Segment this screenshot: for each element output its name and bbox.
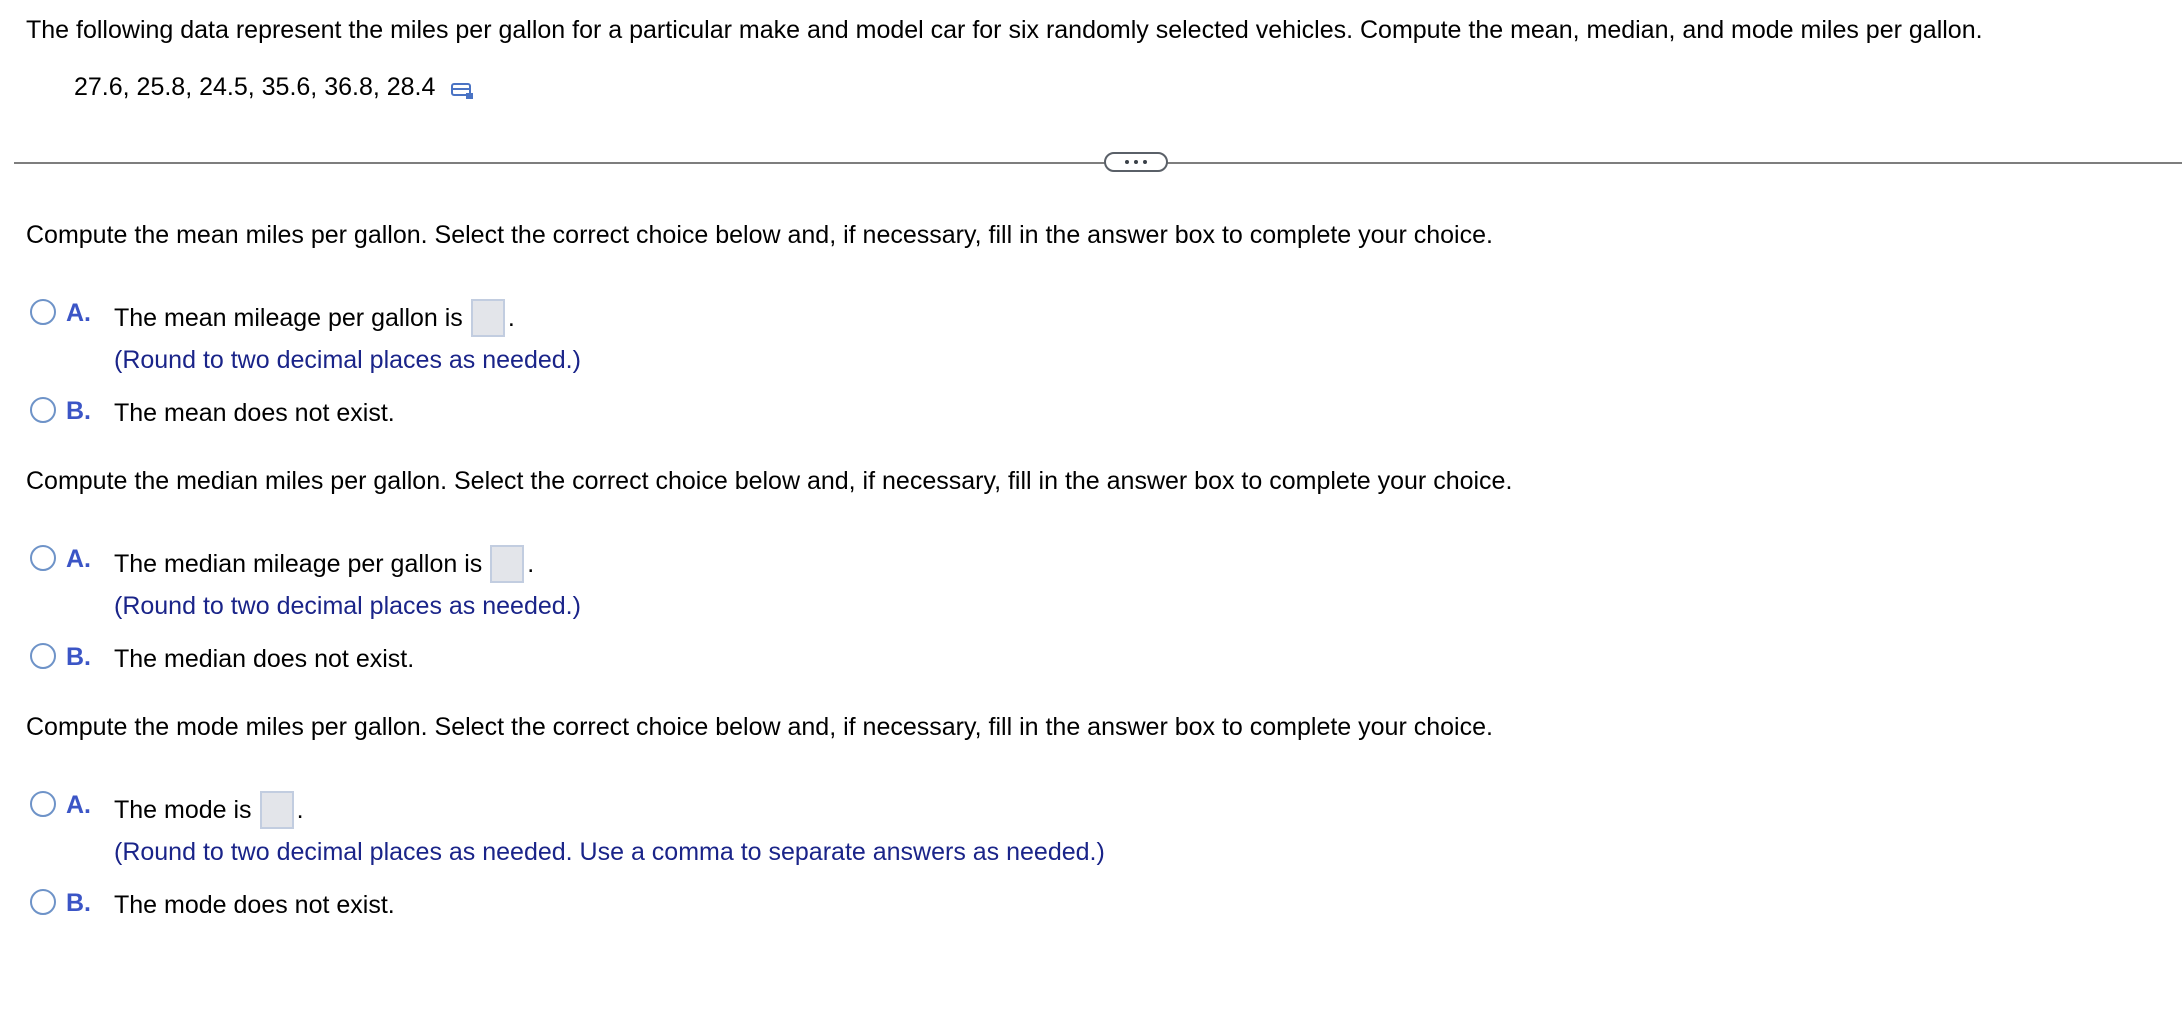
mean-choice-a-radio[interactable] <box>30 299 56 325</box>
median-choice-a[interactable] <box>30 545 581 622</box>
median-choice-a-letter: A. <box>66 545 91 573</box>
median-choice-b-text: The median does not exist. <box>114 645 415 673</box>
section-divider <box>14 162 2182 164</box>
mode-rounding-hint: (Round to two decimal places as needed. Use a comma to separate answers as needed.) <box>114 838 1105 866</box>
mean-choice-a-text: The mean mileage per gallon is <box>114 304 463 332</box>
mean-rounding-hint: (Round to two decimal places as needed.) <box>114 346 581 374</box>
mean-prompt: Compute the mean miles per gallon. Select the correct choice below and, if necessary, fill in the answer box to complete your choice. <box>26 221 1493 249</box>
mode-choice-b-letter: B. <box>66 889 91 917</box>
mean-choice-a-letter: A. <box>66 299 91 327</box>
mode-choice-b-radio[interactable] <box>30 889 56 915</box>
median-rounding-hint: (Round to two decimal places as needed.) <box>114 592 581 620</box>
mode-choice-a-radio[interactable] <box>30 791 56 817</box>
median-choice-a-radio[interactable] <box>30 545 56 571</box>
median-choice-a-text: The median mileage per gallon is <box>114 550 483 578</box>
median-choice-b-radio[interactable] <box>30 643 56 669</box>
problem-statement: The following data represent the miles per gallon for a particular make and model car for six randomly selected vehicles. Compute the mean, median, and mode miles per gallon. <box>26 16 1983 44</box>
mean-choice-a-period: . <box>507 304 515 332</box>
mode-choice-a-period: . <box>296 796 304 824</box>
mode-choice-a-text: The mode is <box>114 796 252 824</box>
ellipsis-icon <box>1125 160 1147 164</box>
mode-answer-box[interactable] <box>260 791 294 829</box>
median-choice-a-period: . <box>527 550 535 578</box>
mean-choice-b-radio[interactable] <box>30 397 56 423</box>
mean-choice-b-letter: B. <box>66 397 91 425</box>
mode-choice-b[interactable] <box>30 889 395 921</box>
expand-more-button[interactable] <box>1104 152 1168 172</box>
median-answer-box[interactable] <box>490 545 524 583</box>
median-choice-b[interactable] <box>30 643 414 675</box>
data-values-row <box>74 71 475 103</box>
mode-choice-a[interactable] <box>30 791 1105 868</box>
median-choice-b-letter: B. <box>66 643 91 671</box>
mean-answer-box[interactable] <box>471 299 505 337</box>
median-prompt: Compute the median miles per gallon. Select the correct choice below and, if necessary, fill in the answer box to complete your choice. <box>26 467 1513 495</box>
mode-prompt: Compute the mode miles per gallon. Select the correct choice below and, if necessary, fill in the answer box to complete your choice. <box>26 713 1493 741</box>
data-values: 27.6, 25.8, 24.5, 35.6, 36.8, 28.4 <box>74 73 436 101</box>
mode-choice-b-text: The mode does not exist. <box>114 891 395 919</box>
mean-choice-a[interactable] <box>30 299 581 376</box>
mean-choice-b-text: The mean does not exist. <box>114 399 395 427</box>
mode-choice-a-letter: A. <box>66 791 91 819</box>
mean-choice-b[interactable] <box>30 397 395 429</box>
copy-data-icon[interactable] <box>451 77 475 97</box>
